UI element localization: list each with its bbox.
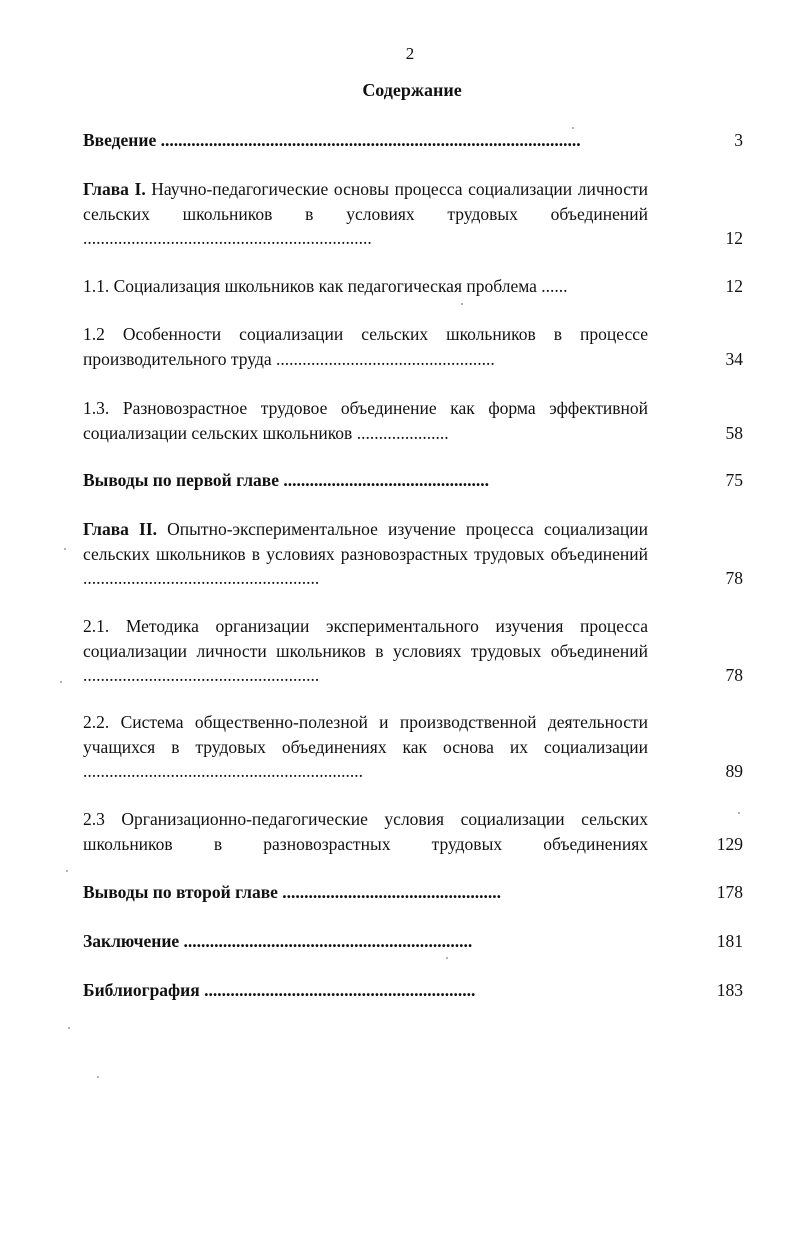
toc-entry-text (83, 177, 648, 251)
toc-chapter-label: Глава II. (83, 519, 158, 539)
scan-speck (446, 957, 448, 959)
toc-entry-text (83, 517, 648, 591)
toc-entry-page: 34 (725, 348, 743, 369)
toc-entry-section-1-3 (83, 396, 743, 445)
toc-entry-conclusion (83, 929, 743, 954)
toc-entry-text: 1.3. Разновозрастное трудовое объединение как форма эффективной социализации сельских школьников ..................... (83, 398, 648, 443)
toc-entry-introduction (83, 128, 743, 153)
toc-entry-page: 183 (716, 980, 743, 1000)
scan-speck (738, 812, 740, 814)
toc-entry-text: Библиография .............................................................. (83, 980, 476, 1000)
toc-entry-page: 178 (716, 882, 743, 902)
toc-entry-section-2-1 (83, 614, 743, 688)
toc-entry-page: 181 (716, 931, 743, 951)
toc-entry-text: Заключение .................................................................. (83, 931, 473, 951)
toc-entry-conclusions-chapter-2 (83, 880, 743, 905)
scan-speck (572, 127, 574, 129)
toc-entry-page: 12 (725, 228, 743, 248)
toc-entry-page: 129 (716, 833, 743, 854)
page-number: 2 (405, 44, 415, 63)
toc-entry-page: 12 (725, 276, 743, 296)
toc-entry-page: 78 (725, 665, 743, 685)
toc-entry-text: 2.2. Система общественно-полезной и производственной деятельности учащихся в трудовых объединениях как основа их социализации ................................................................ (83, 712, 648, 781)
toc-entry-section-2-3 (83, 807, 743, 856)
scan-speck (97, 1076, 99, 1078)
toc-entry-page: 3 (734, 130, 743, 150)
toc-chapter-label: Глава I. (83, 179, 146, 199)
scan-speck (461, 303, 463, 305)
scan-speck (68, 1027, 70, 1029)
toc-entry-page: 58 (725, 422, 743, 443)
toc-entry-text: 2.3 Организационно-педагогические условия социализации сельских школьников в разновозрастных трудовых объединениях (83, 809, 648, 854)
toc-entry-conclusions-chapter-1 (83, 468, 743, 493)
toc-entry-text: Выводы по второй главе .................................................. (83, 882, 502, 902)
scan-speck (66, 870, 68, 872)
page-title: Содержание (362, 80, 462, 100)
toc-chapter-title: Опытно-экспериментальное изучение процесса социализации сельских школьников в условиях разновозрастных трудовых объединений ...................................................... (83, 519, 648, 588)
toc-entry-page: 78 (725, 568, 743, 588)
toc-entry-bibliography (83, 978, 743, 1003)
scan-speck (60, 681, 62, 683)
toc-entry-text: 1.2 Особенности социализации сельских школьников в процессе производительного труда .................................................. (83, 324, 648, 369)
toc-entry-page: 75 (725, 470, 743, 490)
toc-entry-text: 1.1. Социализация школьников как педагогическая проблема ...... (83, 276, 568, 296)
toc-entry-section-2-2 (83, 710, 743, 784)
toc-entry-text: Введение ................................................................................................ (83, 130, 581, 150)
toc-entry-section-1-1 (83, 274, 743, 299)
toc-entry-page: 89 (725, 761, 743, 781)
toc-entry-section-1-2 (83, 322, 743, 371)
scan-speck (64, 548, 66, 550)
toc-entry-chapter-1 (83, 177, 743, 251)
toc-entry-text: 2.1. Методика организации экспериментального изучения процесса социализации личности школьников в условиях трудовых объединений ...................................................... (83, 616, 648, 685)
toc-entry-chapter-2 (83, 517, 743, 591)
toc-entry-text: Выводы по первой главе ............................................... (83, 470, 489, 490)
toc-chapter-title: Научно-педагогические основы процесса социализации личности сельских школьников в условиях трудовых объединений .................................................................. (83, 179, 648, 248)
